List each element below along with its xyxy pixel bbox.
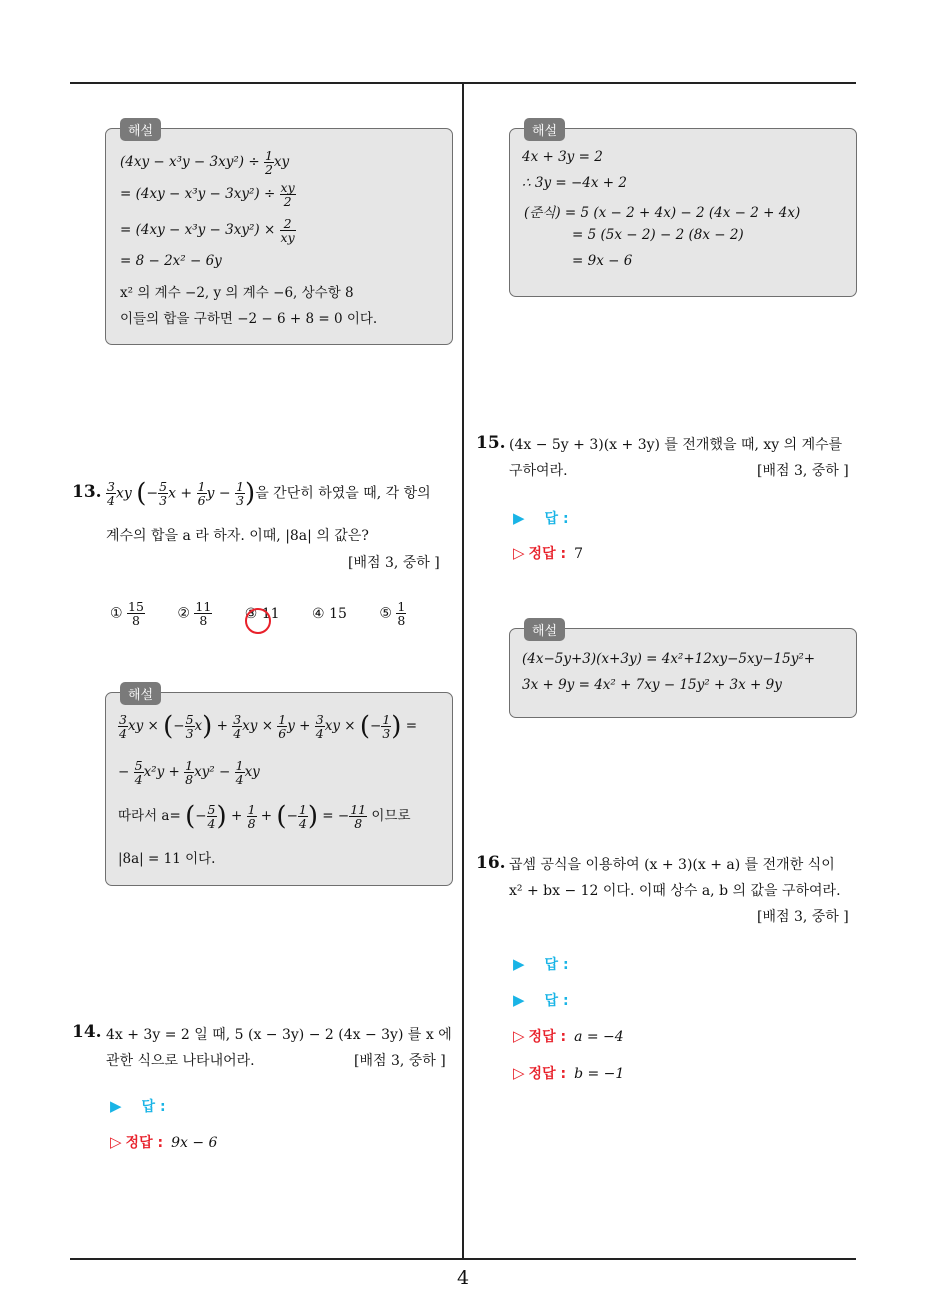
question-text: $\frac{3}{4}$ xy (− $\frac{5}{3}$ x + $\frac{1}{6}$ y − $\frac{1}{3}$ )을 간단히 하였을 때, 각 항의 — [107, 478, 431, 509]
choice-4[interactable]: ④ 15 — [312, 605, 347, 622]
choice-list — [110, 600, 434, 627]
choice-3[interactable]: ③ 11 — [244, 605, 280, 622]
question-number: 16. — [476, 853, 506, 873]
play-triangle-icon: ▶ — [513, 955, 525, 973]
correct-answer-b: ▷ 정답 : b = −1 — [513, 1064, 625, 1082]
explanation-line: = (4xy − x³y − 3xy²) ÷ $\frac{xy}{2}$ — [120, 180, 295, 210]
choice-5[interactable]: ⑤ $\frac{1}{8}$ — [379, 599, 406, 629]
points-label: [배점 3, 중하 ] — [757, 909, 849, 925]
question-number: 15. — [476, 433, 506, 453]
explanation-tag: 해설 — [524, 618, 565, 641]
question-text: (4x − 5y + 3)(x + 3y) 를 전개했을 때, xy 의 계수를 — [509, 437, 843, 453]
column-divider — [462, 82, 464, 1258]
question-text: 관한 식으로 나타내어라. — [106, 1053, 255, 1069]
points-label: [배점 3, 중하 ] — [354, 1053, 446, 1069]
explanation-line: |8a| = 11 이다. — [118, 851, 216, 867]
points-label: [배점 3, 중하 ] — [348, 555, 440, 571]
explanation-line: = (4xy − x³y − 3xy²) × $\frac{2}{xy}$ — [120, 216, 295, 246]
explanation-line: (준식) = 5 (x − 2 + 4x) − 2 (4x − 2 + 4x) — [524, 205, 801, 221]
explanation-line: ∴ 3y = −4x + 2 — [522, 175, 627, 191]
play-triangle-icon: ▶ — [513, 509, 525, 527]
explanation-tag: 해설 — [120, 118, 161, 141]
q12-explanation-box — [105, 124, 453, 345]
answer-input[interactable]: ▶ 답 : — [513, 509, 569, 527]
answer-input-b[interactable]: ▶ 답 : — [513, 991, 569, 1009]
explanation-tag: 해설 — [524, 118, 565, 141]
outline-triangle-icon: ▷ — [513, 1027, 525, 1045]
play-triangle-icon: ▶ — [110, 1097, 122, 1115]
explanation-line: = 9x − 6 — [572, 253, 633, 269]
q14-explanation-box — [509, 124, 857, 297]
correct-answer: ▷ 정답 : 7 — [513, 544, 583, 562]
explanation-line: (4xy − x³y − 3xy²) ÷ $\frac{1}{2}$ xy — [120, 148, 290, 178]
points-label: [배점 3, 중하 ] — [757, 463, 849, 479]
q13-explanation-box — [105, 688, 453, 886]
question-text: 곱셈 공식을 이용하여 (x + 3)(x + a) 를 전개한 식이 — [509, 857, 835, 873]
question-number: 14. — [72, 1022, 102, 1042]
explanation-line: = 5 (5x − 2) − 2 (8x − 2) — [572, 227, 744, 243]
question-text: 계수의 합을 a 라 하자. 이때, |8a| 의 값은? — [106, 528, 369, 544]
outline-triangle-icon: ▷ — [513, 1064, 525, 1082]
question-text: 구하여라. — [509, 463, 568, 479]
correct-answer-a: ▷ 정답 : a = −4 — [513, 1027, 624, 1045]
explanation-line: 따라서 a= (− $\frac{5}{4}$ ) + $\frac{1}{8}$ + (− $\frac{1}{4}$ ) = − $\frac{11}{8}$ 이므로 — [118, 801, 411, 832]
bottom-rule — [70, 1258, 856, 1260]
explanation-line: x² 의 계수 −2, y 의 계수 −6, 상수항 8 — [120, 285, 354, 301]
choice-1[interactable]: ① $\frac{15}{8}$ — [110, 599, 144, 629]
outline-triangle-icon: ▷ — [513, 544, 525, 562]
choice-2[interactable]: ② $\frac{11}{8}$ — [177, 599, 212, 629]
selected-answer-circle-icon — [245, 608, 271, 634]
explanation-line: 4x + 3y = 2 — [522, 149, 603, 165]
question-text: 4x + 3y = 2 일 때, 5 (x − 3y) − 2 (4x − 3y) 를 x 에 — [106, 1027, 452, 1043]
play-triangle-icon: ▶ — [513, 991, 525, 1009]
explanation-line: = 8 − 2x² − 6y — [120, 253, 222, 269]
question-number: 13. — [72, 482, 102, 502]
explanation-line: 이들의 합을 구하면 −2 − 6 + 8 = 0 이다. — [120, 311, 378, 327]
explanation-line: − $\frac{5}{4}$ x²y + $\frac{1}{8}$ xy² − $\frac{1}{4}$ xy — [118, 758, 260, 788]
page-number: 4 — [456, 1267, 470, 1289]
explanation-line: $\frac{3}{4}$ xy × (− $\frac{5}{3}$ x) + $\frac{3}{4}$ xy × $\frac{1}{6}$ y + $\frac{3}{4}$ xy × (− $\frac{1}{3}$ ) = — [119, 711, 418, 742]
answer-input[interactable]: ▶ 답 : — [110, 1097, 166, 1115]
outline-triangle-icon: ▷ — [110, 1133, 122, 1151]
answer-input-a[interactable]: ▶ 답 : — [513, 955, 569, 973]
question-text: x² + bx − 12 이다. 이때 상수 a, b 의 값을 구하여라. — [509, 883, 841, 899]
correct-answer: ▷ 정답 : 9x − 6 — [110, 1133, 218, 1151]
explanation-line: 3x + 9y = 4x² + 7xy − 15y² + 3x + 9y — [522, 677, 782, 693]
explanation-line: (4x−5y+3)(x+3y) = 4x²+12xy−5xy−15y²+ — [522, 651, 816, 667]
q15-explanation-box — [509, 624, 857, 718]
explanation-tag: 해설 — [120, 682, 161, 705]
